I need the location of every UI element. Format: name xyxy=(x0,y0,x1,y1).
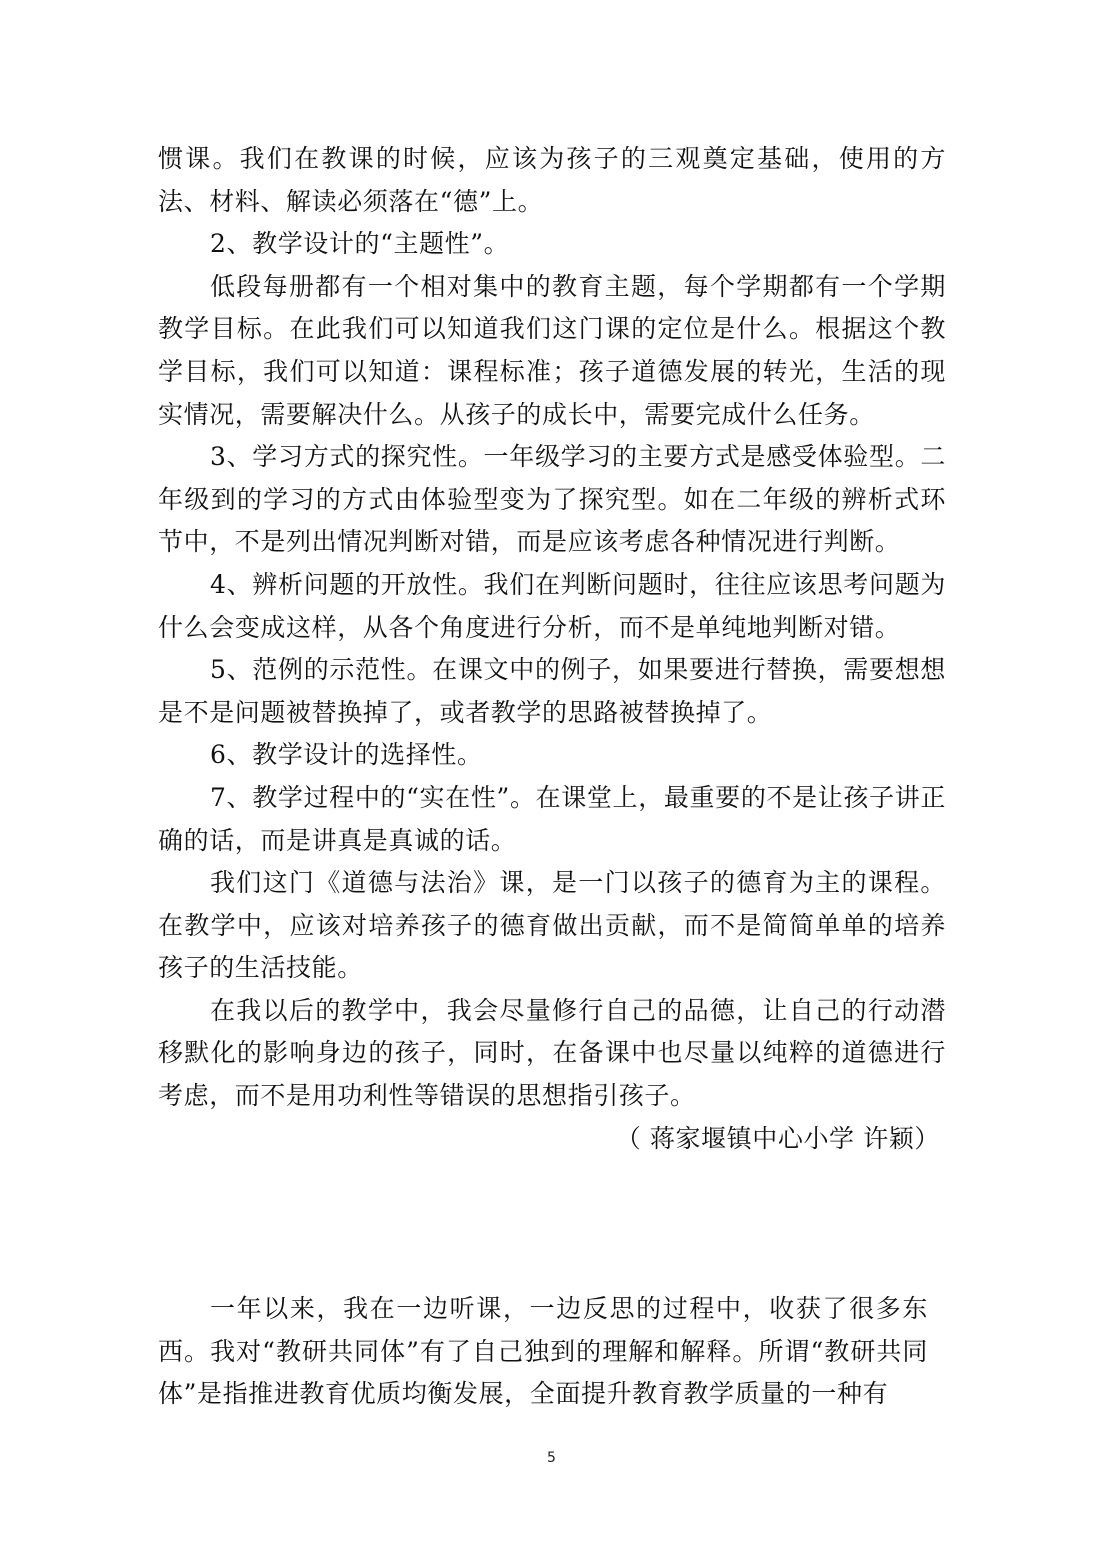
paragraph-point-5: 5、范例的示范性。在课文中的例子，如果要进行替换，需要想想是不是问题被替换掉了，或者教学的思路被替换掉了。 xyxy=(158,655,946,727)
paragraph-next-section: 一年以来，我在一边听课，一边反思的过程中，收获了很多东西。我对“教研共同体”有了自己独到的理解和解释。所谓“教研共同体”是指推进教育优质均衡发展，全面提升教育教学质量的一种有 xyxy=(158,1294,928,1409)
paragraph-point-4: 4、辨析问题的开放性。我们在判断问题时，往往应该思考问题为什么会变成这样，从各个角度进行分析，而不是单纯地判断对错。 xyxy=(158,569,946,642)
paragraph-point-7: 7、教学过程中的“实在性”。在课堂上，最重要的不是让孩子讲正确的话，而是讲真是真诚的话。 xyxy=(158,782,946,855)
main-text-block xyxy=(158,138,946,1160)
page-number: 5 xyxy=(547,1450,556,1466)
paragraph-point-2: 2、教学设计的“主题性”。 xyxy=(210,229,510,259)
paragraph-course-summary: 我们这门《道德与法治》课，是一门以孩子的德育为主的课程。在教学中，应该对培养孩子的德育做出贡献，而不是简简单单的培养孩子的生活技能。 xyxy=(158,868,946,983)
paragraph-continuation: 惯课。我们在教课的时候，应该为孩子的三观奠定基础，使用的方法、材料、解读必须落在“德”上。 xyxy=(158,144,946,216)
next-section-text-block xyxy=(158,1288,928,1416)
paragraph-point-3: 3、学习方式的探究性。一年级学习的主要方式是感受体验型。二年级到的学习的方式由体验型变为了探究型。如在二年级的辨析式环节中，不是列出情况判断对错，而是应该考虑各种情况进行判断。 xyxy=(158,442,946,557)
paragraph-theme-detail: 低段每册都有一个相对集中的教育主题，每个学期都有一个学期教学目标。在此我们可以知道我们这门课的定位是什么。根据这个教学目标，我们可以知道：课程标准；孩子道德发展的转光，生活的现实情况，需要解决什么。从孩子的成长中，需要完成什么任务。 xyxy=(158,271,946,429)
paragraph-point-6: 6、教学设计的选择性。 xyxy=(210,740,483,770)
author-signature: （ 蒋家堰镇中心小学 许颖） xyxy=(615,1123,940,1153)
paragraph-conclusion: 在我以后的教学中，我会尽量修行自己的品德，让自己的行动潜移默化的影响身边的孩子，同时，在备课中也尽量以纯粹的道德进行考虑，而不是用功利性等错误的思想指引孩子。 xyxy=(158,995,946,1111)
